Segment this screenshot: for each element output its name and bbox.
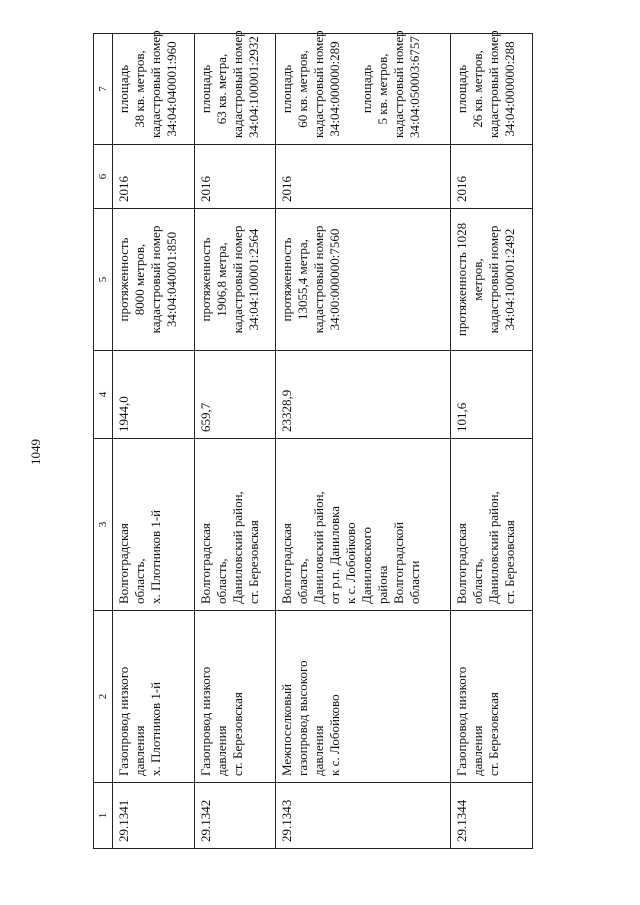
object-value: 23328,9 (276, 351, 451, 439)
text-line: метров, (470, 258, 486, 301)
object-extent (451, 209, 533, 351)
text-line: 34:04:040001:850 (164, 231, 179, 328)
text-line: к с. Лобойково (343, 522, 359, 604)
property-table (93, 30, 533, 849)
row-number: 29.1344 (451, 783, 533, 849)
text-line: кадастровый номер (311, 225, 327, 334)
header-col-5: 5 (94, 209, 113, 351)
text-line: 34:04:000000:288 (502, 41, 518, 137)
header-col-3: 3 (94, 439, 113, 611)
text-line: 34:04:040001:960 (164, 41, 179, 137)
text-line: кадастровый номер (311, 30, 327, 138)
text-line: область, (470, 558, 486, 604)
text-line: область, (213, 558, 229, 604)
text-line: протяженность (279, 237, 295, 322)
text-line: 34:04:100001:2492 (502, 228, 518, 331)
text-line: кадастровый номер (148, 225, 163, 334)
page-number: 1049 (28, 439, 43, 465)
text-line: Даниловский район, (311, 491, 327, 604)
text-line: 8000 метров, (132, 243, 147, 316)
text-line: 38 кв. метров, (132, 50, 147, 128)
land-info (451, 30, 533, 145)
text-line: Даниловского (359, 526, 375, 604)
table-row (276, 34, 451, 849)
text-line: 34:00:000000:7560 (327, 228, 343, 331)
text-line: Межпоселковый (279, 683, 295, 776)
object-year: 2016 (194, 145, 276, 209)
text-line: давления (213, 725, 229, 776)
text-line: ст. Березовская (502, 520, 518, 604)
text-line: кадастровый номер (229, 30, 245, 138)
text-line: кадастровый номер (391, 30, 407, 138)
land-info (194, 30, 276, 145)
text-line: область, (132, 558, 147, 604)
text-line: х. Плотников 1-й (148, 509, 163, 604)
object-extent (113, 209, 195, 351)
row-number: 29.1343 (276, 783, 451, 849)
text-line: к с. Лобойково (327, 694, 343, 776)
text-line: 1906,8 метра, (213, 242, 229, 317)
object-value: 1944,0 (113, 351, 195, 439)
text-line: Газопровод низкого (454, 666, 470, 776)
object-value: 101,6 (451, 351, 533, 439)
text-line: Волгоградская (197, 523, 213, 604)
text-line: протяженность (197, 237, 213, 322)
header-col-2: 2 (94, 611, 113, 783)
object-name (113, 611, 195, 783)
text-line: 34:04:050003:6757 (407, 36, 423, 138)
text-line: кадастровый номер (486, 30, 502, 138)
text-line: площадь (197, 64, 213, 114)
text-line: Даниловский район, (229, 491, 245, 604)
spacer (343, 40, 359, 138)
text-line: Волгоградская (116, 523, 131, 604)
text-line: области (407, 560, 423, 604)
text-line: кадастровый номер (148, 30, 163, 138)
object-location (276, 439, 451, 611)
text-line: площадь (279, 64, 295, 114)
text-line: кадастровый номер (229, 225, 245, 334)
text-line: Газопровод низкого (197, 666, 213, 776)
header-row (94, 34, 113, 849)
text-line: площадь (359, 64, 375, 114)
header-col-7: 7 (94, 34, 113, 145)
object-year: 2016 (276, 145, 451, 209)
table-rotated-container (93, 30, 533, 849)
text-line: 26 кв. метров, (470, 50, 486, 128)
table-row (113, 34, 195, 849)
text-line: площадь (116, 64, 131, 114)
text-line: 34:04:100001:2564 (245, 228, 261, 331)
object-name (451, 611, 533, 783)
text-line: Газопровод низкого (116, 666, 131, 776)
table-row (194, 34, 276, 849)
text-line: протяженность (116, 237, 131, 322)
text-line: Даниловский район, (486, 491, 502, 604)
object-location (451, 439, 533, 611)
text-line: ст. Березовская (229, 692, 245, 776)
header-col-1: 1 (94, 783, 113, 849)
text-line: 5 кв. метров, (375, 53, 391, 125)
text-line: района (375, 565, 391, 604)
object-location (194, 439, 276, 611)
text-line: 34:04:000000:289 (327, 41, 343, 137)
text-line: 63 кв. метра, (213, 53, 229, 125)
text-line: 34:04:100001:2932 (245, 36, 261, 138)
object-location (113, 439, 195, 611)
object-name (194, 611, 276, 783)
text-line: ст. Березовская (245, 520, 261, 604)
text-line: кадастровый номер (486, 225, 502, 334)
land-info (276, 30, 451, 145)
text-line: х. Плотников 1-й (148, 681, 163, 776)
text-line: ст. Березовская (486, 692, 502, 776)
object-year: 2016 (451, 145, 533, 209)
row-number: 29.1342 (194, 783, 276, 849)
text-line: протяженность 1028 (454, 222, 470, 337)
text-line: давления (132, 725, 147, 776)
text-line: площадь (454, 64, 470, 114)
text-line: газопровод высокого (295, 660, 311, 776)
text-line: 60 кв. метров, (295, 50, 311, 128)
header-col-4: 4 (94, 351, 113, 439)
header-col-6: 6 (94, 145, 113, 209)
text-line: Волгоградской (391, 521, 407, 604)
row-number: 29.1341 (113, 783, 195, 849)
object-value: 659,7 (194, 351, 276, 439)
text-line: давления (470, 725, 486, 776)
text-line: область, (295, 558, 311, 604)
object-extent (276, 209, 451, 351)
land-info (113, 30, 195, 145)
object-name (276, 611, 451, 783)
text-line: от р.п. Даниловка (327, 505, 343, 604)
text-line: Волгоградская (279, 523, 295, 604)
table-row (451, 34, 533, 849)
text-line: давления (311, 725, 327, 776)
text-line: 13055,4 метра, (295, 239, 311, 320)
text-line: Волгоградская (454, 523, 470, 604)
object-year: 2016 (113, 145, 195, 209)
object-extent (194, 209, 276, 351)
